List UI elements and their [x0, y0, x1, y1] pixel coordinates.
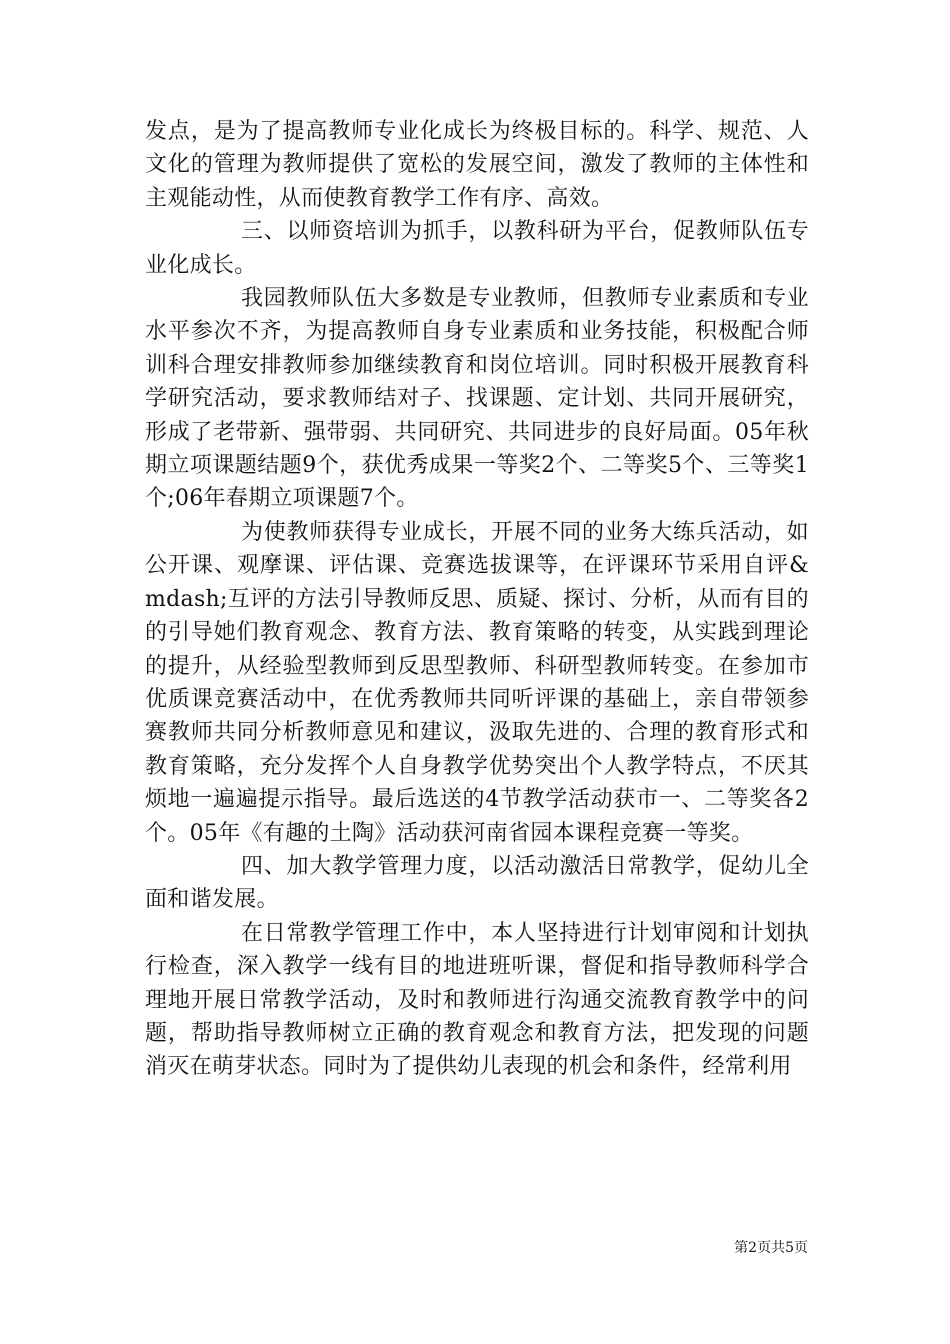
paragraph-4: 为使教师获得专业成长，开展不同的业务大练兵活动，如公开课、观摩课、评估课、竞赛选拔课等，在评课环节采用自评&mdash;互评的方法引导教师反思、质疑、探讨、分析，从而有目的的引导她们教育观念、教育方法、教育策略的转变，从实践到理论的提升，从经验型教师到反思型教师、科研型教师转变。在参加市优质课竞赛活动中，在优秀教师共同听评课的基础上，亲自带领参赛教师共同分析教师意见和建议，汲取先进的、合理的教育形式和教育策略，充分发挥个人自身教学优势突出个人教学特点，不厌其烦地一遍遍提示指导。最后选送的4节教学活动获市一、二等奖各2个。05年《有趣的土陶》活动获河南省园本课程竞赛一等奖。	[145, 519, 809, 846]
paragraph-1: 发点，是为了提高教师专业化成长为终极目标的。科学、规范、人文化的管理为教师提供了宽松的发展空间，激发了教师的主体性和主观能动性，从而使教育教学工作有序、高效。	[145, 119, 809, 211]
document-body	[145, 115, 809, 1084]
paragraph-5-heading: 四、加大教学管理力度，以活动激活日常教学，促幼儿全面和谐发展。	[145, 853, 809, 913]
paragraph-6: 在日常教学管理工作中，本人坚持进行计划审阅和计划执行检查，深入教学一线有目的地进班听课，督促和指导教师科学合理地开展日常教学活动，及时和教师进行沟通交流教育教学中的问题，帮助指导教师树立正确的教育观念和教育方法，把发现的问题消灭在萌芽状态。同时为了提供幼儿表现的机会和条件，经常利用	[145, 920, 809, 1080]
page-number-footer: 第2页共5页	[734, 1240, 808, 1256]
paragraph-2-heading: 三、以师资培训为抓手，以教科研为平台，促教师队伍专业化成长。	[145, 219, 809, 278]
paragraph-3: 我园教师队伍大多数是专业教师，但教师专业素质和专业水平参次不齐，为提高教师自身专业素质和业务技能，积极配合师训科合理安排教师参加继续教育和岗位培训。同时积极开展教育科学研究活动，要求教师结对子、找课题、定计划、共同开展研究，形成了老带新、强带弱、共同研究、共同进步的良好局面。05年秋期立项课题结题9个，获优秀成果一等奖2个、二等奖5个、三等奖1个;06年春期立项课题7个。	[145, 286, 809, 512]
